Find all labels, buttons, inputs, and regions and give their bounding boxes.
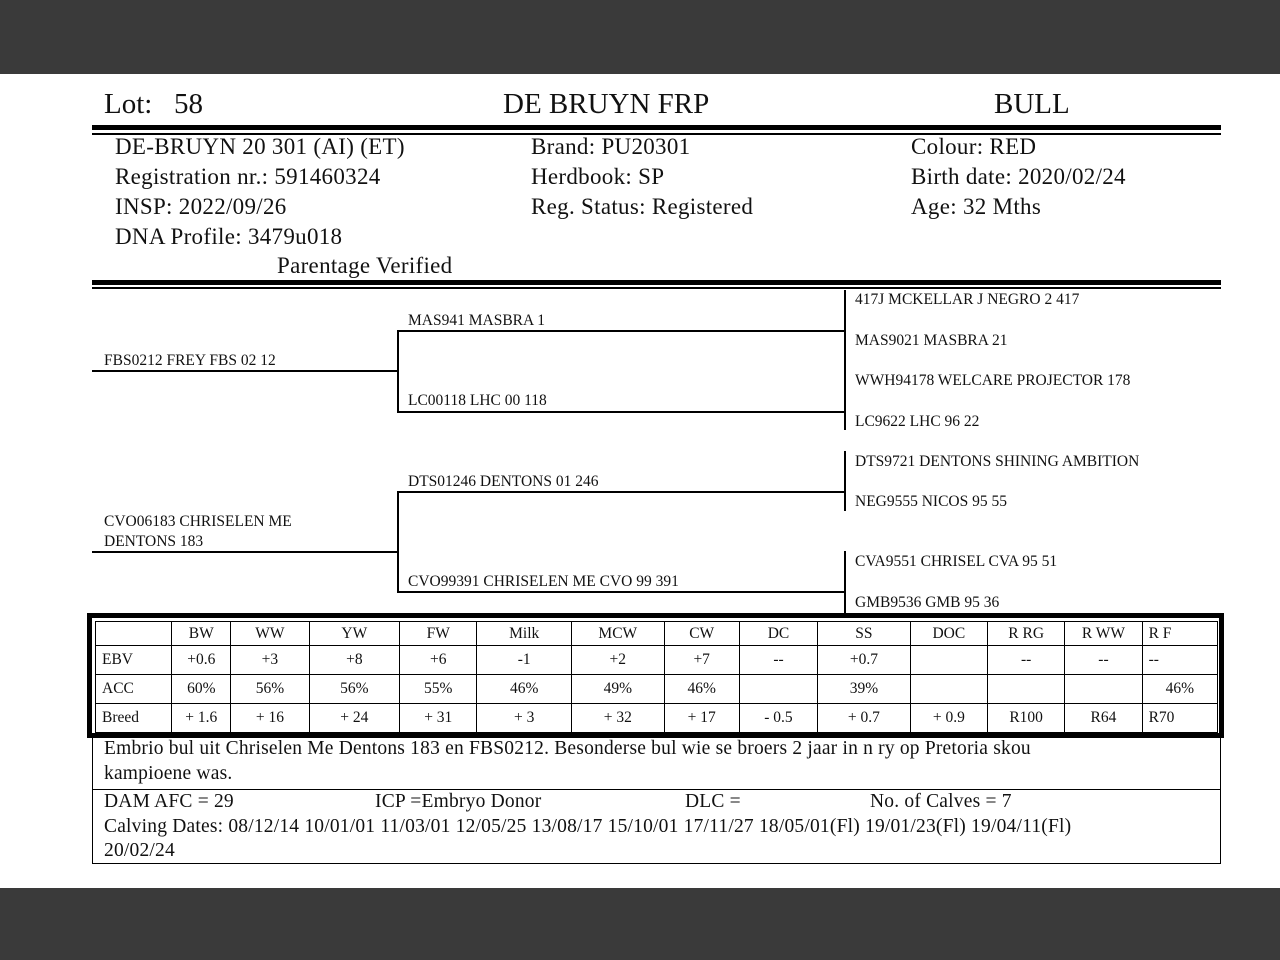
breeder-name: DE BRUYN FRP bbox=[503, 88, 710, 120]
table-cell: + 32 bbox=[572, 704, 665, 733]
table-cell: +2 bbox=[572, 646, 665, 675]
table-cell: 55% bbox=[400, 675, 477, 704]
column-header: Milk bbox=[477, 622, 572, 646]
table-cell: 49% bbox=[572, 675, 665, 704]
herdbook: Herdbook: SP bbox=[531, 164, 665, 189]
column-header: DOC bbox=[910, 622, 987, 646]
comment-line2: kampioene was. bbox=[104, 763, 233, 784]
table-cell: + 17 bbox=[664, 704, 739, 733]
dam-line bbox=[92, 551, 397, 553]
top-dark-band bbox=[0, 0, 1280, 74]
ggp-bracket-3 bbox=[844, 451, 846, 511]
column-header: MCW bbox=[572, 622, 665, 646]
column-header: YW bbox=[309, 622, 400, 646]
animal-name: DE-BRUYN 20 301 (AI) (ET) bbox=[115, 134, 405, 159]
ebv-row bbox=[96, 646, 1218, 675]
sex-label: BULL bbox=[994, 88, 1070, 120]
acc-row bbox=[96, 675, 1218, 704]
parentage-status: Parentage Verified bbox=[277, 253, 453, 278]
table-cell: -- bbox=[739, 646, 817, 675]
bottom-dark-band bbox=[0, 888, 1280, 960]
dam-dam-line bbox=[397, 591, 844, 593]
table-cell: R100 bbox=[988, 704, 1065, 733]
age: Age: 32 Mths bbox=[911, 194, 1042, 219]
ggp-bracket-1 bbox=[844, 290, 846, 370]
table-cell: + 1.6 bbox=[172, 704, 231, 733]
table-cell: +6 bbox=[400, 646, 477, 675]
column-header: BW bbox=[172, 622, 231, 646]
brand: Brand: PU20301 bbox=[531, 134, 691, 159]
sire-name: FBS0212 FREY FBS 02 12 bbox=[104, 352, 276, 369]
birth-date: Birth date: 2020/02/24 bbox=[911, 164, 1126, 189]
comment-line1: Embrio bul uit Chriselen Me Dentons 183 en FBS0212. Besonderse bul wie se broers 2 jaar in n ry op Pretoria skou bbox=[104, 738, 1031, 759]
ggp-name: NEG9555 NICOS 95 55 bbox=[855, 493, 1007, 510]
table-cell bbox=[739, 675, 817, 704]
ggp-bracket-4 bbox=[844, 551, 846, 614]
table-cell: -- bbox=[1142, 646, 1217, 675]
table-cell: +0.6 bbox=[172, 646, 231, 675]
dam-afc: DAM AFC = 29 bbox=[104, 791, 234, 812]
sire-dam-name: LC00118 LHC 00 118 bbox=[408, 392, 547, 409]
number-of-calves: No. of Calves = 7 bbox=[870, 791, 1012, 812]
table-cell: 39% bbox=[818, 675, 911, 704]
dam-name-line2: DENTONS 183 bbox=[104, 533, 204, 550]
table-cell bbox=[1065, 675, 1142, 704]
info-rule bbox=[92, 280, 1221, 285]
column-header: DC bbox=[739, 622, 817, 646]
table-cell: 46% bbox=[1142, 675, 1217, 704]
dam-sire-name: DTS01246 DENTONS 01 246 bbox=[408, 473, 599, 490]
table-cell: - 0.5 bbox=[739, 704, 817, 733]
table-cell: 46% bbox=[664, 675, 739, 704]
lot-sheet bbox=[0, 74, 1280, 888]
dam-name-line1: CVO06183 CHRISELEN ME bbox=[104, 513, 292, 530]
row-label: EBV bbox=[96, 646, 172, 675]
table-cell bbox=[910, 675, 987, 704]
inspection-date: INSP: 2022/09/26 bbox=[115, 194, 287, 219]
dam-bracket bbox=[397, 491, 399, 591]
table-cell: + 0.9 bbox=[910, 704, 987, 733]
table-cell bbox=[910, 646, 987, 675]
column-header: FW bbox=[400, 622, 477, 646]
registration-status: Reg. Status: Registered bbox=[531, 194, 754, 219]
table-cell: + 16 bbox=[231, 704, 309, 733]
table-cell: R70 bbox=[1142, 704, 1217, 733]
lot-label: Lot: bbox=[104, 88, 153, 120]
ggp-name: GMB9536 GMB 95 36 bbox=[855, 594, 1000, 611]
column-header bbox=[96, 622, 172, 646]
info-rule-thin bbox=[92, 287, 1221, 289]
ggp-name: WWH94178 WELCARE PROJECTOR 178 bbox=[855, 372, 1131, 389]
ebv-header-row bbox=[96, 622, 1218, 646]
comment-box bbox=[92, 738, 1221, 790]
row-label: ACC bbox=[96, 675, 172, 704]
table-cell: R64 bbox=[1065, 704, 1142, 733]
column-header: R F bbox=[1142, 622, 1217, 646]
ggp-name: LC9622 LHC 96 22 bbox=[855, 413, 980, 430]
dam-dam-name: CVO99391 CHRISELEN ME CVO 99 391 bbox=[408, 573, 679, 590]
row-label: Breed bbox=[96, 704, 172, 733]
table-cell bbox=[988, 675, 1065, 704]
lot-number: 58 bbox=[174, 88, 203, 120]
sire-sire-name: MAS941 MASBRA 1 bbox=[408, 312, 545, 329]
column-header: WW bbox=[231, 622, 309, 646]
registration-number: Registration nr.: 591460324 bbox=[115, 164, 381, 189]
dna-profile: DNA Profile: 3479u018 bbox=[115, 224, 343, 249]
table-cell: + 0.7 bbox=[818, 704, 911, 733]
calving-dates-line1: Calving Dates: 08/12/14 10/01/01 11/03/01 12/05/25 13/08/17 15/10/01 17/11/27 18/05/01(Fl) 19/01/23(Fl) 19/04/11(Fl) bbox=[104, 816, 1072, 837]
ebv-table bbox=[95, 621, 1218, 733]
table-cell: + 31 bbox=[400, 704, 477, 733]
header-rule bbox=[92, 125, 1221, 130]
column-header: R RG bbox=[988, 622, 1065, 646]
table-cell: + 24 bbox=[309, 704, 400, 733]
dam-sire-line bbox=[397, 491, 844, 493]
ggp-bracket-2 bbox=[844, 370, 846, 430]
column-header: CW bbox=[664, 622, 739, 646]
table-cell: +0.7 bbox=[818, 646, 911, 675]
dlc: DLC = bbox=[685, 791, 741, 812]
ggp-name: 417J MCKELLAR J NEGRO 2 417 bbox=[855, 291, 1080, 308]
table-cell: +3 bbox=[231, 646, 309, 675]
ggp-name: MAS9021 MASBRA 21 bbox=[855, 332, 1008, 349]
sire-sire-line bbox=[397, 330, 844, 332]
sire-dam-line bbox=[397, 411, 844, 413]
breed-row bbox=[96, 704, 1218, 733]
table-cell: 56% bbox=[309, 675, 400, 704]
dam-info-box bbox=[92, 789, 1221, 864]
table-cell: -- bbox=[988, 646, 1065, 675]
table-cell: + 3 bbox=[477, 704, 572, 733]
table-cell: 46% bbox=[477, 675, 572, 704]
sire-line bbox=[92, 370, 397, 372]
calving-dates-line2: 20/02/24 bbox=[104, 840, 175, 861]
ggp-name: DTS9721 DENTONS SHINING AMBITION bbox=[855, 453, 1140, 470]
column-header: R WW bbox=[1065, 622, 1142, 646]
table-cell: 60% bbox=[172, 675, 231, 704]
icp: ICP =Embryo Donor bbox=[375, 791, 542, 812]
table-cell: 56% bbox=[231, 675, 309, 704]
table-cell: -1 bbox=[477, 646, 572, 675]
sire-bracket bbox=[397, 330, 399, 411]
table-cell: +8 bbox=[309, 646, 400, 675]
ggp-name: CVA9551 CHRISEL CVA 95 51 bbox=[855, 553, 1058, 570]
table-cell: -- bbox=[1065, 646, 1142, 675]
table-cell: +7 bbox=[664, 646, 739, 675]
column-header: SS bbox=[818, 622, 911, 646]
colour: Colour: RED bbox=[911, 134, 1037, 159]
